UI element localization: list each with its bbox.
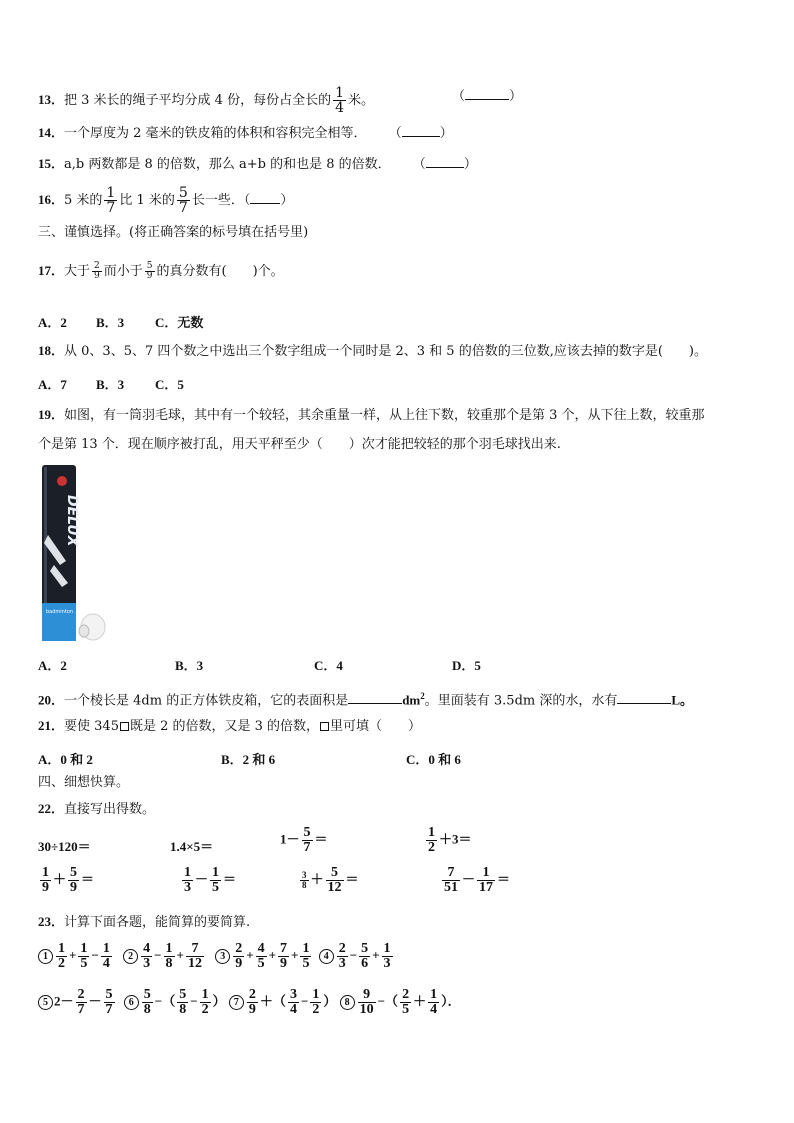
question-13: [38, 86, 374, 115]
calc-item: 1－ $\frac{5}{7}$ ＝: [280, 825, 328, 855]
question-text: 如图，有一筒羽毛球，其中有一个较轻，其余重量一样，从上往下数，较重那个是第 3 个，从下往上数，较重那: [64, 408, 705, 423]
answer-paren-15[interactable]: （ ）: [412, 157, 477, 172]
calc-item: $\frac{7}{51}$ － $\frac{1}{17}$ ＝: [444, 865, 511, 895]
answer-blank[interactable]: [348, 703, 402, 704]
calc-item: $\frac{3}{8}$ ＋ $\frac{5}{12}$ ＝: [302, 865, 359, 895]
question-text: 米。: [348, 93, 375, 108]
question-19-line2: 个是第 13 个．现在顺序被打乱，用天平秤至少（ ）次才能把较轻的那个羽毛球找出来.: [38, 437, 561, 452]
option-c[interactable]: C．4: [314, 658, 343, 673]
question-17: 17．大于 $\frac{2}{9}$ 而小于 $\frac{5}{9}$ 的真分数有( )个。: [38, 261, 284, 281]
question-number: 23．: [38, 914, 65, 929]
question-14: [38, 124, 453, 143]
question-20: 20．一个棱长是 4dm 的正方体铁皮箱，它的表面积是 $dm^2$。里面装有 3.5dm 深的水，水有 L。: [38, 691, 694, 709]
fraction: $\frac{1}{4}$: [335, 85, 345, 116]
item-marker: 2: [123, 949, 138, 964]
fraction: $\frac{2}{9}$: [94, 261, 100, 281]
item-marker: 3: [215, 949, 230, 964]
calc-item: $\frac{1}{2}$ ＋3＝: [428, 825, 472, 855]
question-number: 15．: [38, 156, 65, 171]
item-marker: 6: [124, 995, 139, 1010]
calc-item: 30÷120＝: [38, 839, 91, 854]
answer-blank[interactable]: [426, 167, 464, 168]
fraction: $\frac{5}{9}$: [146, 261, 153, 281]
question-number: 21．: [38, 718, 65, 733]
question-text: 一个厚度为 2 毫米的铁皮箱的体积和容积完全相等．: [64, 126, 367, 141]
item-marker: 8: [340, 995, 355, 1010]
question-number: 20．: [38, 692, 65, 708]
question-22: [38, 800, 155, 819]
option-d[interactable]: D．5: [452, 658, 481, 673]
calc-item: $\frac{1}{9}$ ＋ $\frac{5}{9}$ ＝: [42, 865, 95, 895]
fraction: $\frac{5}{7}$: [178, 185, 188, 216]
section-heading-4: 四、细想快算。: [38, 775, 130, 790]
badminton-tube-image: [40, 465, 108, 643]
option-c[interactable]: C．无数: [155, 315, 204, 330]
question-16: 16．5 米的 $\frac{1}{7}$ 比 1 米的 $\frac{5}{7}$ 长一些．（ ）: [38, 185, 294, 216]
question-number: 17．: [38, 263, 65, 278]
blank-box-icon: [120, 722, 129, 731]
question-text: 直接写出得数。: [64, 802, 156, 817]
answer-blank[interactable]: [465, 99, 509, 100]
calc-item: 1.4×5＝: [170, 839, 214, 854]
question-text: 从 0、3、5、7 四个数之中选出三个数字组成一个同时是 2、3 和 5 的倍数的三位数,应该去掉的数字是( )。: [64, 344, 707, 359]
option-b[interactable]: B．3: [96, 315, 125, 330]
question-number: 19．: [38, 407, 65, 422]
calc-row-2: 5 2－ $\frac{2}{7}$ － $\frac{5}{7}$ 6 $\frac{5}{8}$ −（ $\frac{5}{8}$ − $\frac{1}{2}$ ） 7 $\frac{2}{9}$ ＋（ $\frac{3}{4}$ − $\frac{1}{2}$ ） 8 $\frac{9}{10}$ −（ $\frac{2}{5}$ ＋ $\frac{1}{4}$ ）．: [38, 988, 461, 1017]
brand-text: DELUX: [64, 495, 80, 547]
option-c[interactable]: C．0 和 6: [406, 752, 461, 767]
question-21: 21．要使 345 既是 2 的倍数，又是 3 的倍数， 里可填（ ）: [38, 718, 422, 734]
calc-item: $\frac{1}{3}$ － $\frac{1}{5}$ ＝: [184, 865, 237, 895]
question-19: [38, 406, 705, 425]
question-number: 16．: [38, 192, 65, 207]
question-15: [38, 155, 477, 174]
question-23: [38, 913, 250, 932]
question-text: 把 3 米长的绳子平均分成 4 份，每份占全长的: [64, 93, 332, 108]
item-marker: 1: [38, 949, 53, 964]
option-b[interactable]: B．2 和 6: [221, 752, 276, 767]
brand-logo: [57, 476, 67, 486]
question-text: 计算下面各题，能简算的要简算.: [64, 915, 251, 930]
option-a[interactable]: A．0 和 2: [38, 752, 93, 767]
item-marker: 4: [319, 949, 334, 964]
option-c[interactable]: C．5: [155, 377, 184, 392]
answer-blank[interactable]: [617, 703, 671, 704]
option-a[interactable]: A．7: [38, 377, 67, 392]
option-b[interactable]: B．3: [175, 658, 204, 673]
calc-row-1: 1 $\frac{1}{2}$ + $\frac{1}{5}$ − $\frac{1}{4}$ 2 $\frac{4}{3}$ − $\frac{1}{8}$ + $\frac{7}{12}$ 3 $\frac{2}{9}$ + $\frac{4}{5}$ + $\frac{7}{9}$ + $\frac{1}{5}$ 4 $\frac{2}{3}$ − $\frac{5}{6}$ + $\frac{1}{3}$: [38, 942, 395, 971]
answer-paren-13[interactable]: （ ）: [452, 89, 523, 104]
option-a[interactable]: A．2: [38, 658, 67, 673]
section-heading-3: 三、谨慎选择。(将正确答案的标号填在括号里): [38, 225, 309, 240]
answer-blank[interactable]: [250, 203, 280, 204]
answer-blank[interactable]: [402, 136, 440, 137]
item-marker: 7: [229, 995, 244, 1010]
question-number: 13．: [38, 92, 65, 107]
option-a[interactable]: A．2: [38, 315, 67, 330]
option-b[interactable]: B．3: [96, 377, 125, 392]
question-18: [38, 342, 707, 361]
question-number: 22．: [38, 801, 65, 816]
fraction: $\frac{1}{7}$: [106, 185, 116, 216]
item-marker: 5: [38, 995, 53, 1010]
question-number: 18．: [38, 343, 65, 358]
question-text: a,b 两数都是 8 的倍数，那么 a+b 的和也是 8 的倍数．: [64, 157, 391, 172]
blank-box-icon: [320, 722, 329, 731]
label-text: badminton: [46, 609, 74, 615]
question-number: 14．: [38, 125, 65, 140]
answer-paren-14[interactable]: （ ）: [388, 126, 453, 141]
